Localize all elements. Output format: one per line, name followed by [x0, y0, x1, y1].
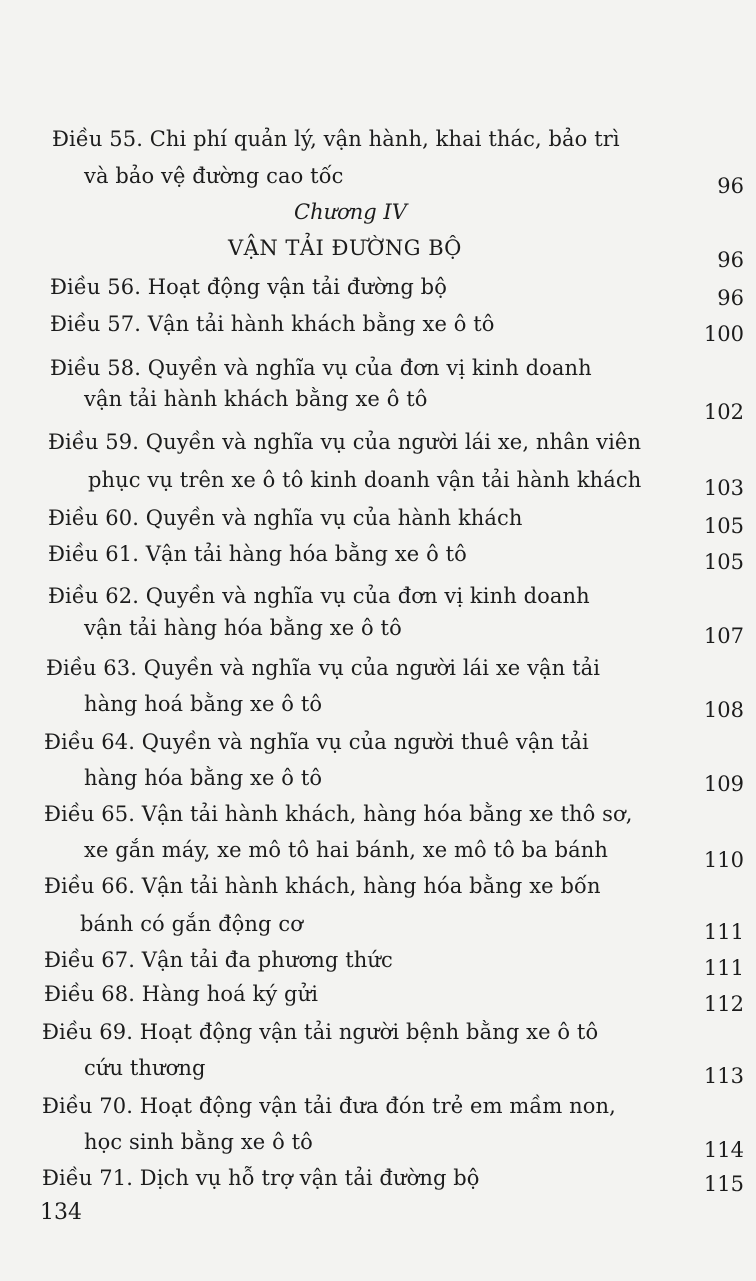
toc-entry-58-line-2: vận tải hành khách bằng xe ô tô — [84, 387, 428, 411]
toc-entry-59-line-1: Điều 59. Quyền và nghĩa vụ của người lái xe, nhân viên — [48, 430, 642, 454]
toc-entry-69-line-2: cứu thương — [84, 1056, 206, 1080]
toc-entry-58-page: 102 — [703, 400, 744, 424]
toc-entry-65-line-2: xe gắn máy, xe mô tô hai bánh, xe mô tô ba bánh — [84, 838, 608, 862]
toc-entry-70-line-2: học sinh bằng xe ô tô — [84, 1130, 313, 1154]
chapter-page: 96 — [717, 248, 744, 272]
toc-entry-55-line-2: và bảo vệ đường cao tốc — [84, 164, 344, 188]
toc-entry-55-page: 96 — [717, 174, 744, 198]
toc-entry-62-line-1: Điều 62. Quyền và nghĩa vụ của đơn vị kinh doanh — [48, 584, 590, 608]
toc-entry-70-line-1: Điều 70. Hoạt động vận tải đưa đón trẻ em mầm non, — [42, 1094, 616, 1118]
toc-entry-65-page: 110 — [703, 848, 744, 872]
toc-entry-64-line-1: Điều 64. Quyền và nghĩa vụ của người thuê vận tải — [44, 730, 589, 754]
toc-entry-62-line-2: vận tải hàng hóa bằng xe ô tô — [84, 616, 402, 640]
toc-entry-68-page: 112 — [703, 992, 744, 1016]
toc-entry-60-page: 105 — [703, 514, 744, 538]
toc-entry-63-line-1: Điều 63. Quyền và nghĩa vụ của người lái xe vận tải — [46, 656, 601, 680]
toc-entry-61-line-1: Điều 61. Vận tải hàng hóa bằng xe ô tô — [48, 542, 467, 566]
toc-entry-56-line-1: Điều 56. Hoạt động vận tải đường bộ — [50, 275, 447, 299]
toc-entry-69-page: 113 — [703, 1064, 744, 1088]
toc-entry-64-line-2: hàng hóa bằng xe ô tô — [84, 766, 323, 790]
toc-entry-59-page: 103 — [703, 476, 744, 500]
toc-entry-60-line-1: Điều 60. Quyền và nghĩa vụ của hành khách — [48, 506, 523, 530]
chapter-title: VẬN TẢI ĐƯỜNG BỘ — [228, 236, 462, 260]
toc-entry-66-page: 111 — [703, 920, 744, 944]
toc-entry-59-line-2: phục vụ trên xe ô tô kinh doanh vận tải hành khách — [88, 468, 642, 492]
toc-entry-64-page: 109 — [703, 772, 744, 796]
toc-entry-66-line-1: Điều 66. Vận tải hành khách, hàng hóa bằng xe bốn — [44, 874, 601, 898]
toc-entry-63-line-2: hàng hoá bằng xe ô tô — [84, 692, 323, 716]
toc-entry-67-page: 111 — [703, 956, 744, 980]
toc-entry-56-page: 96 — [717, 286, 744, 310]
toc-entry-70-page: 114 — [703, 1138, 744, 1162]
page-number: 134 — [40, 1200, 82, 1225]
toc-entry-55-line-1: Điều 55. Chi phí quản lý, vận hành, khai thác, bảo trì — [52, 127, 620, 151]
toc-entry-63-page: 108 — [703, 698, 744, 722]
toc-entry-71-line-1: Điều 71. Dịch vụ hỗ trợ vận tải đường bộ — [42, 1166, 480, 1190]
toc-entry-61-page: 105 — [703, 550, 744, 574]
toc-entry-68-line-1: Điều 68. Hàng hoá ký gửi — [44, 982, 319, 1006]
toc-entry-62-page: 107 — [703, 624, 744, 648]
toc-entry-58-line-1: Điều 58. Quyền và nghĩa vụ của đơn vị kinh doanh — [50, 356, 592, 380]
toc-entry-66-line-2: bánh có gắn động cơ — [80, 912, 303, 936]
toc-entry-69-line-1: Điều 69. Hoạt động vận tải người bệnh bằng xe ô tô — [42, 1020, 599, 1044]
chapter-label: Chương IV — [294, 200, 407, 224]
toc-entry-71-page: 115 — [703, 1172, 744, 1196]
toc-entry-57-line-1: Điều 57. Vận tải hành khách bằng xe ô tô — [50, 312, 495, 336]
toc-entry-57-page: 100 — [703, 322, 744, 346]
toc-entry-67-line-1: Điều 67. Vận tải đa phương thức — [44, 948, 393, 972]
toc-entry-65-line-1: Điều 65. Vận tải hành khách, hàng hóa bằng xe thô sơ, — [44, 802, 633, 826]
